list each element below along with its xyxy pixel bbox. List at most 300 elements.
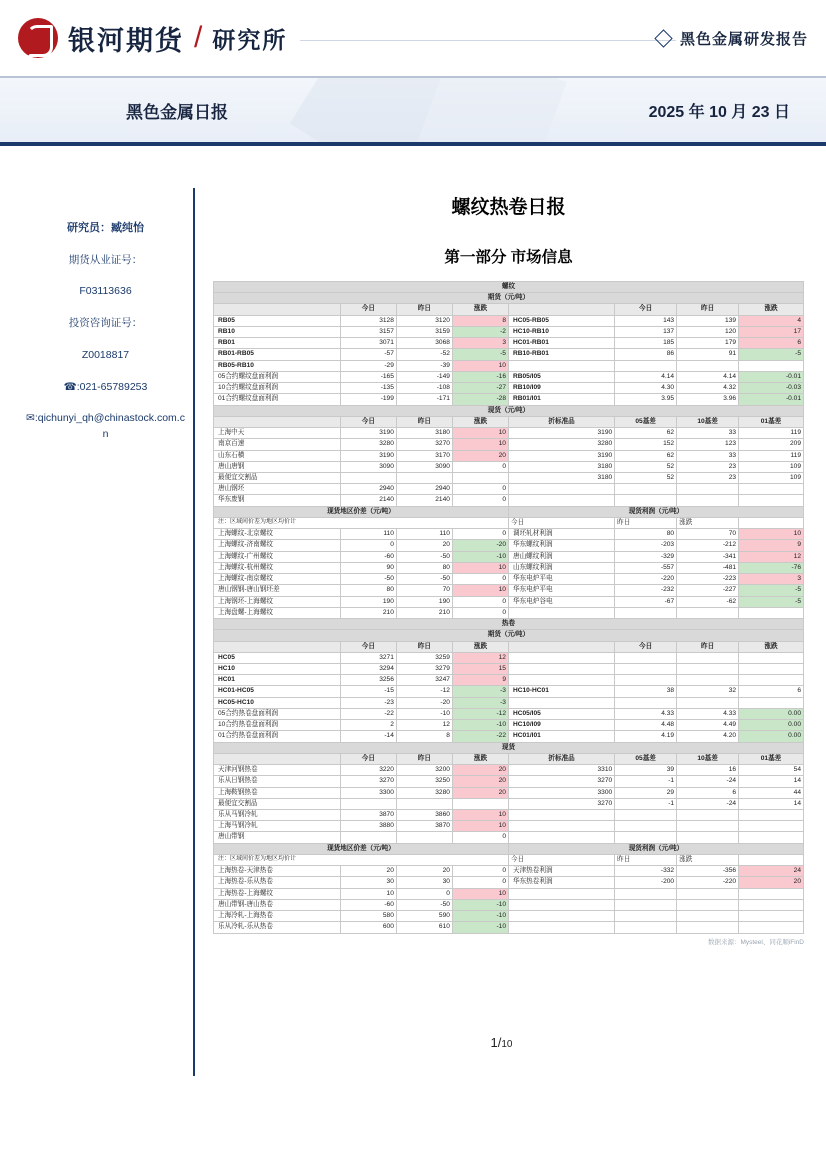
- phone-number: ☎:021-65789253: [63, 380, 148, 393]
- cell: -329: [615, 551, 677, 562]
- cell: 54: [739, 765, 804, 776]
- cell: 3200: [396, 765, 452, 776]
- table-row: [214, 428, 804, 439]
- cell: -10: [452, 911, 508, 922]
- cell: 上海热卷-乐从热卷: [214, 877, 341, 888]
- table-row: [214, 675, 804, 686]
- cell: 44: [739, 787, 804, 798]
- table-row: [214, 326, 804, 337]
- table-row: [214, 596, 804, 607]
- cell: -203: [615, 540, 677, 551]
- table-row: [214, 383, 804, 394]
- table-row: [214, 708, 804, 719]
- cell: 12: [396, 720, 452, 731]
- cell: 唐山带钢-唐山热卷: [214, 899, 341, 910]
- company-logo-icon: [18, 18, 58, 58]
- cell: [508, 652, 614, 663]
- cell: 上海螺纹-南京螺纹: [214, 574, 341, 585]
- hc-banner: [214, 619, 804, 630]
- cell: 0: [452, 495, 508, 506]
- report-series-label: 黑色金属研发报告: [679, 30, 808, 48]
- table-row: [214, 585, 804, 596]
- cell: 昨日: [615, 517, 677, 528]
- cell: 0: [452, 596, 508, 607]
- cell: 80: [396, 562, 452, 573]
- cell: [615, 675, 677, 686]
- cell: 20: [452, 450, 508, 461]
- consult-number: Z0018817: [81, 348, 130, 361]
- cell: 10: [340, 888, 396, 899]
- cell: [214, 304, 341, 315]
- cell: 3170: [396, 450, 452, 461]
- cell: 3271: [340, 652, 396, 663]
- cell: 9: [452, 675, 508, 686]
- cell: -50: [340, 574, 396, 585]
- cell: [508, 641, 614, 652]
- cell: -5: [452, 349, 508, 360]
- cell: 185: [615, 338, 677, 349]
- cell: 3880: [340, 821, 396, 832]
- cell: 210: [396, 607, 452, 618]
- cell: 上海热卷-上海螺纹: [214, 888, 341, 899]
- document-title: 螺纹热卷日报: [451, 197, 566, 218]
- cell: 上海钢坯-上海螺纹: [214, 596, 341, 607]
- cell: 32: [677, 686, 739, 697]
- cell: 3270: [508, 798, 614, 809]
- cell: 上海螺纹-杭州螺纹: [214, 562, 341, 573]
- cell: 3280: [340, 439, 396, 450]
- cell: 23: [677, 472, 739, 483]
- cell: 05合约螺纹盘面利润: [214, 371, 341, 382]
- cell: 0: [452, 866, 508, 877]
- cell: [508, 484, 614, 495]
- cell: 3870: [340, 810, 396, 821]
- cell: 110: [340, 529, 396, 540]
- cell: 3280: [508, 439, 614, 450]
- cell: 10: [452, 562, 508, 573]
- cell: 10: [452, 821, 508, 832]
- cell: -212: [677, 540, 739, 551]
- cell: -341: [677, 551, 739, 562]
- rebar-regional-profit-banner: [214, 506, 804, 517]
- cell: -5: [739, 585, 804, 596]
- cell: [739, 899, 804, 910]
- cell: [739, 854, 804, 865]
- cell: 2: [340, 720, 396, 731]
- cell: -3: [452, 697, 508, 708]
- table-row: [214, 821, 804, 832]
- table-row: [214, 607, 804, 618]
- market-data-table: [213, 281, 804, 934]
- cell: 4.30: [615, 383, 677, 394]
- cell: 2140: [396, 495, 452, 506]
- cell: -220: [615, 574, 677, 585]
- cell: 3.95: [615, 394, 677, 405]
- cell: [214, 753, 341, 764]
- table-row: [214, 776, 804, 787]
- cell: 2140: [340, 495, 396, 506]
- cell: [677, 697, 739, 708]
- cell: -22: [452, 731, 508, 742]
- cell: 580: [340, 911, 396, 922]
- cell: [739, 484, 804, 495]
- cell: 今日: [508, 517, 614, 528]
- cell: -135: [340, 383, 396, 394]
- cell: 3280: [396, 787, 452, 798]
- cell: -24: [677, 798, 739, 809]
- cell: 10: [739, 529, 804, 540]
- cell: 昨日: [396, 304, 452, 315]
- table-row: [214, 899, 804, 910]
- cell: HC10: [214, 663, 341, 674]
- title-band: [0, 78, 826, 146]
- table-row: [214, 371, 804, 382]
- cell: 3270: [340, 776, 396, 787]
- table-row: [214, 866, 804, 877]
- cell: 上海中天: [214, 428, 341, 439]
- cell: -28: [452, 394, 508, 405]
- table-row: [214, 731, 804, 742]
- email-address[interactable]: ✉:qichunyi_qh@chinastock.com.cn: [26, 412, 185, 440]
- cell: 0: [452, 832, 508, 843]
- cell: RB10/I09: [508, 383, 614, 394]
- cell: -10: [452, 922, 508, 933]
- note-text: 注：区域间价差为地区均价计: [214, 517, 509, 528]
- cell: 华东电炉平电: [508, 574, 614, 585]
- table-row: [214, 562, 804, 573]
- cell: 14: [739, 798, 804, 809]
- cell: 4.32: [677, 383, 739, 394]
- cell: 3870: [396, 821, 452, 832]
- cell: 3: [739, 574, 804, 585]
- cell: 调坯轧材利润: [508, 529, 614, 540]
- table-header-row: [214, 641, 804, 652]
- cell: -1: [615, 798, 677, 809]
- cell: -24: [677, 776, 739, 787]
- cell: 10: [452, 428, 508, 439]
- cell: [615, 495, 677, 506]
- cell: -22: [340, 708, 396, 719]
- cell: [508, 697, 614, 708]
- cell: 10: [452, 585, 508, 596]
- cell: 山东螺纹利润: [508, 562, 614, 573]
- cell: 唐山螺纹利润: [508, 551, 614, 562]
- cell: [677, 810, 739, 821]
- cell: -50: [396, 574, 452, 585]
- cell: -50: [396, 899, 452, 910]
- cell: 80: [615, 529, 677, 540]
- cell: [452, 798, 508, 809]
- cell: 20: [452, 776, 508, 787]
- cell: RB10-RB01: [508, 349, 614, 360]
- cell: 上海马钢冷轧: [214, 821, 341, 832]
- cell: [739, 888, 804, 899]
- cell: 90: [340, 562, 396, 573]
- cell: -232: [615, 585, 677, 596]
- cell: -108: [396, 383, 452, 394]
- cell: 10: [452, 439, 508, 450]
- cell: [739, 495, 804, 506]
- cell: -0.01: [739, 371, 804, 382]
- cell: [739, 607, 804, 618]
- cell: -10: [452, 551, 508, 562]
- cell: -332: [615, 866, 677, 877]
- cell: 05基差: [615, 753, 677, 764]
- cell: HC01-RB01: [508, 338, 614, 349]
- cell: 3.96: [677, 394, 739, 405]
- cell: 上海热卷-天津热卷: [214, 866, 341, 877]
- cell: -149: [396, 371, 452, 382]
- cell: 01基差: [739, 416, 804, 427]
- cell: 4.33: [677, 708, 739, 719]
- cell: -20: [452, 540, 508, 551]
- cell: [615, 911, 677, 922]
- cell: 唐山钢钢-唐山钢坯差: [214, 585, 341, 596]
- cell: RB10: [214, 326, 341, 337]
- license-label: 期货从业证号：: [68, 253, 143, 266]
- cell: 20: [396, 540, 452, 551]
- cell: 20: [396, 866, 452, 877]
- cell: -10: [452, 720, 508, 731]
- cell: 01合约热卷盘面利润: [214, 731, 341, 742]
- cell: [214, 416, 341, 427]
- cell: HC05-HC10: [214, 697, 341, 708]
- cell: 昨日: [396, 753, 452, 764]
- cell: 4.14: [677, 371, 739, 382]
- cell: -12: [396, 686, 452, 697]
- cell: 12: [739, 551, 804, 562]
- cell: 涨跌: [739, 304, 804, 315]
- cell: [508, 899, 614, 910]
- cell: -165: [340, 371, 396, 382]
- cell: [615, 832, 677, 843]
- cell: 昨日: [396, 416, 452, 427]
- cell: 上海冷轧-上海热卷: [214, 911, 341, 922]
- cell: -15: [340, 686, 396, 697]
- cell: -29: [340, 360, 396, 371]
- consult-label: 投资咨询证号：: [68, 317, 143, 329]
- cell: 10: [452, 888, 508, 899]
- cell: 110: [396, 529, 452, 540]
- cell: -200: [615, 877, 677, 888]
- table-row: [214, 574, 804, 585]
- header-rule: [300, 40, 676, 41]
- cell: [739, 922, 804, 933]
- cell: 华东电炉平电: [508, 585, 614, 596]
- license-number: F03113636: [79, 285, 132, 298]
- cell: [739, 911, 804, 922]
- cell: [677, 922, 739, 933]
- cell: 20: [452, 787, 508, 798]
- table-row: [214, 315, 804, 326]
- cell: [508, 663, 614, 674]
- cell: 109: [739, 461, 804, 472]
- cell: 52: [615, 472, 677, 483]
- cell: [340, 832, 396, 843]
- cell: 10合约热卷盘面利润: [214, 720, 341, 731]
- cell: 上海螺纹-北京螺纹: [214, 529, 341, 540]
- cell: -27: [452, 383, 508, 394]
- cell: -10: [396, 708, 452, 719]
- cell: [615, 810, 677, 821]
- cell: 23: [677, 461, 739, 472]
- cell: 涨跌: [452, 641, 508, 652]
- cell: 3068: [396, 338, 452, 349]
- cell: -16: [452, 371, 508, 382]
- hc-spot-banner: [214, 742, 804, 753]
- cell: -14: [340, 731, 396, 742]
- cell: 折标准品: [508, 416, 614, 427]
- cell: -67: [615, 596, 677, 607]
- header-right: [657, 28, 808, 49]
- cell: [739, 360, 804, 371]
- data-source: 数据来源：Mysteel、同花顺iFinD: [707, 938, 804, 946]
- report-content: [193, 188, 808, 1076]
- banner-label-left: 现货地区价差（元/吨）: [214, 843, 509, 854]
- company-name: 银河期货: [68, 25, 184, 56]
- banner-label: 期货（元/吨）: [214, 630, 804, 641]
- cell: -220: [677, 877, 739, 888]
- cell: [508, 495, 614, 506]
- cell: RB05: [214, 315, 341, 326]
- cell: 01基差: [739, 753, 804, 764]
- cell: HC10/I09: [508, 720, 614, 731]
- cell: 139: [677, 315, 739, 326]
- cell: 折标准品: [508, 753, 614, 764]
- table-header-row: [214, 416, 804, 427]
- cell: -62: [677, 596, 739, 607]
- rebar-spot-banner: [214, 405, 804, 416]
- cell: 33: [677, 450, 739, 461]
- cell: 152: [615, 439, 677, 450]
- cell: 今日: [340, 753, 396, 764]
- hc-regional-profit-banner: [214, 843, 804, 854]
- cell: 30: [396, 877, 452, 888]
- cell: -2: [452, 326, 508, 337]
- cell: [508, 888, 614, 899]
- table-row: [214, 439, 804, 450]
- cell: -223: [677, 574, 739, 585]
- cell: 3120: [396, 315, 452, 326]
- cell: [340, 798, 396, 809]
- cell: [739, 697, 804, 708]
- cell: 3270: [396, 439, 452, 450]
- cell: [677, 832, 739, 843]
- cell: -5: [739, 596, 804, 607]
- cell: 3180: [508, 461, 614, 472]
- rebar-futures-banner: [214, 293, 804, 304]
- cell: -57: [340, 349, 396, 360]
- cell: 210: [340, 607, 396, 618]
- cell: [615, 899, 677, 910]
- cell: 39: [615, 765, 677, 776]
- cell: 209: [739, 439, 804, 450]
- table-row: [214, 461, 804, 472]
- cell: 华东螺纹利润: [508, 540, 614, 551]
- cell: 昨日: [677, 304, 739, 315]
- banner-label: 螺纹: [214, 282, 804, 293]
- cell: [615, 360, 677, 371]
- table-row: [214, 484, 804, 495]
- cell: [615, 922, 677, 933]
- cell: 最便宜交割品: [214, 472, 341, 483]
- cell: 3190: [508, 428, 614, 439]
- table-note-row: [214, 854, 804, 865]
- cell: [739, 652, 804, 663]
- banner-label: 期货（元/吨）: [214, 293, 804, 304]
- diamond-icon: [654, 29, 672, 47]
- cell: 38: [615, 686, 677, 697]
- cell: [615, 697, 677, 708]
- cell: 3300: [340, 787, 396, 798]
- cell: 今日: [340, 304, 396, 315]
- table-row: [214, 663, 804, 674]
- cell: [615, 484, 677, 495]
- cell: [508, 810, 614, 821]
- cell: 590: [396, 911, 452, 922]
- cell: 0: [452, 574, 508, 585]
- cell: 610: [396, 922, 452, 933]
- table-row: [214, 551, 804, 562]
- cell: HC01/I01: [508, 731, 614, 742]
- cell: HC10-RB10: [508, 326, 614, 337]
- cell: 120: [677, 326, 739, 337]
- hc-futures-banner: [214, 630, 804, 641]
- cell: 0: [452, 607, 508, 618]
- cell: [615, 607, 677, 618]
- cell: [508, 675, 614, 686]
- table-row: [214, 360, 804, 371]
- cell: 17: [739, 326, 804, 337]
- cell: 10基差: [677, 753, 739, 764]
- cell: 天津热卷利润: [508, 866, 614, 877]
- cell: 乐从冷轧-乐从热卷: [214, 922, 341, 933]
- sidebar: [18, 188, 193, 1076]
- cell: -23: [340, 697, 396, 708]
- cell: 涨跌: [452, 753, 508, 764]
- cell: 华东电炉谷电: [508, 596, 614, 607]
- cell: [677, 821, 739, 832]
- cell: 3247: [396, 675, 452, 686]
- cell: 14: [739, 776, 804, 787]
- cell: 今日: [340, 641, 396, 652]
- cell: 12: [452, 652, 508, 663]
- cell: 143: [615, 315, 677, 326]
- cell: -12: [452, 708, 508, 719]
- cell: 唐山钢坯: [214, 484, 341, 495]
- cell: 86: [615, 349, 677, 360]
- cell: 3220: [340, 765, 396, 776]
- cell: -5: [739, 349, 804, 360]
- page-body: [0, 146, 826, 1076]
- cell: 2940: [396, 484, 452, 495]
- cell: 0: [396, 888, 452, 899]
- cell: 唐山唐钢: [214, 461, 341, 472]
- cell: 涨跌: [739, 641, 804, 652]
- cell: 109: [739, 472, 804, 483]
- cell: 52: [615, 461, 677, 472]
- cell: [508, 304, 614, 315]
- cell: [615, 888, 677, 899]
- cell: [677, 888, 739, 899]
- cell: -0.01: [739, 394, 804, 405]
- banner-label-right: 现货利润（元/吨）: [508, 506, 803, 517]
- cell: 今日: [615, 304, 677, 315]
- cell: RB05/I05: [508, 371, 614, 382]
- cell: 昨日: [396, 641, 452, 652]
- cell: 9: [739, 540, 804, 551]
- cell: 上海螺纹-广州螺纹: [214, 551, 341, 562]
